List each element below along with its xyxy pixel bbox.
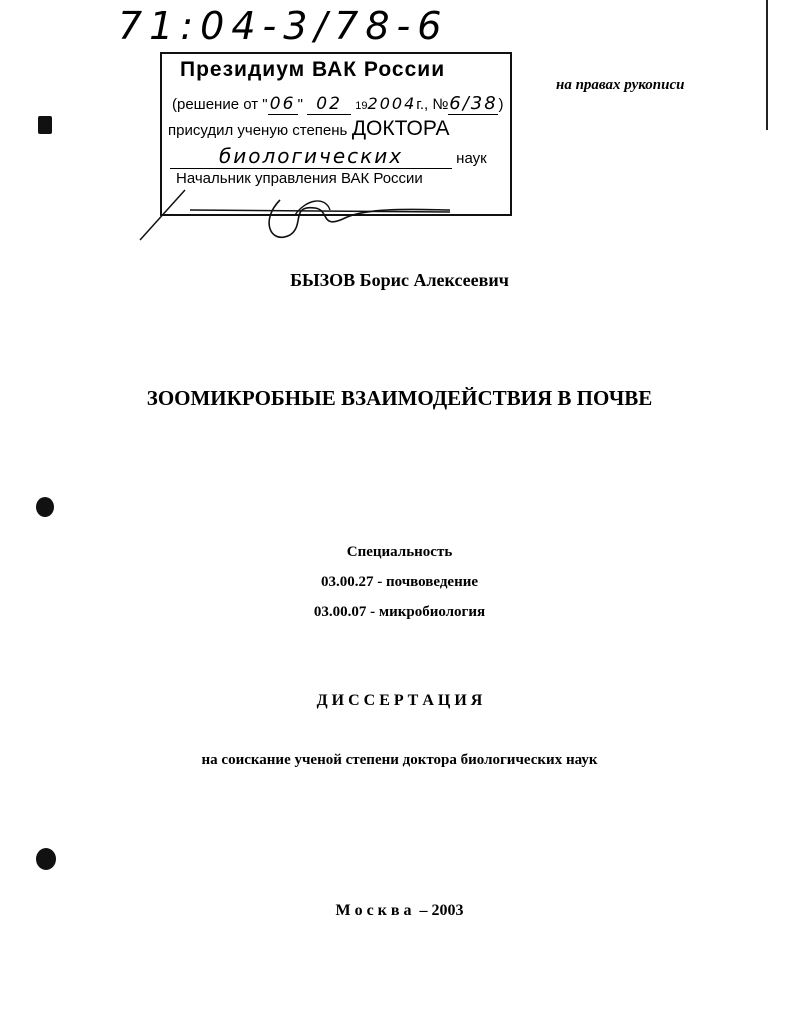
scan-mark-1 <box>38 116 52 134</box>
decision-quote: " <box>297 96 303 113</box>
document-type: Д И С С Е Р Т А Ц И Я <box>316 692 483 709</box>
scan-edge-line <box>766 0 768 130</box>
city-year: М о с к в а – 2003 <box>335 902 464 919</box>
specialty-heading: Специальность <box>346 544 453 560</box>
archive-number: 71:04-3/78-6 <box>118 4 449 48</box>
scan-mark-2 <box>36 497 54 517</box>
stamp-science-line <box>170 144 487 169</box>
signature <box>130 180 470 250</box>
degree-line: на соискание ученой степени доктора биологических наук <box>201 752 598 768</box>
specialty-code-2: 03.00.07 - микробиология <box>313 604 486 620</box>
stamp-title: Президиум ВАК России <box>180 58 446 81</box>
decision-close: ) <box>498 96 504 113</box>
stamp-awarded-line <box>168 117 449 141</box>
decision-year-suffix: г., № <box>416 96 449 113</box>
scan-mark-3 <box>36 848 56 870</box>
decision-year-hand: 2004 <box>367 94 417 113</box>
specialty-code-1: 03.00.27 - почвоведение <box>320 574 479 590</box>
decision-prefix: (решение от " <box>172 96 268 113</box>
author-name: БЫЗОВ Борис Алексеевич <box>290 270 509 290</box>
science-hand: биологических <box>170 144 452 169</box>
awarded-prefix: присудил ученую степень <box>168 122 348 139</box>
stamp-decision-line <box>172 93 503 115</box>
decision-month: 02 <box>307 94 351 115</box>
dissertation-title: ЗООМИКРОБНЫЕ ВЗАИМОДЕЙСТВИЯ В ПОЧВЕ <box>146 386 653 410</box>
science-suffix: наук <box>456 150 487 167</box>
awarded-degree: ДОКТОРА <box>351 117 450 140</box>
stamp-head-title: Начальник управления ВАК России <box>176 170 423 187</box>
decision-year-prefix: 19 <box>355 100 368 112</box>
decision-day: 06 <box>268 94 298 115</box>
manuscript-note: на правах рукописи <box>556 77 685 93</box>
decision-number: 6/38 <box>449 93 498 114</box>
